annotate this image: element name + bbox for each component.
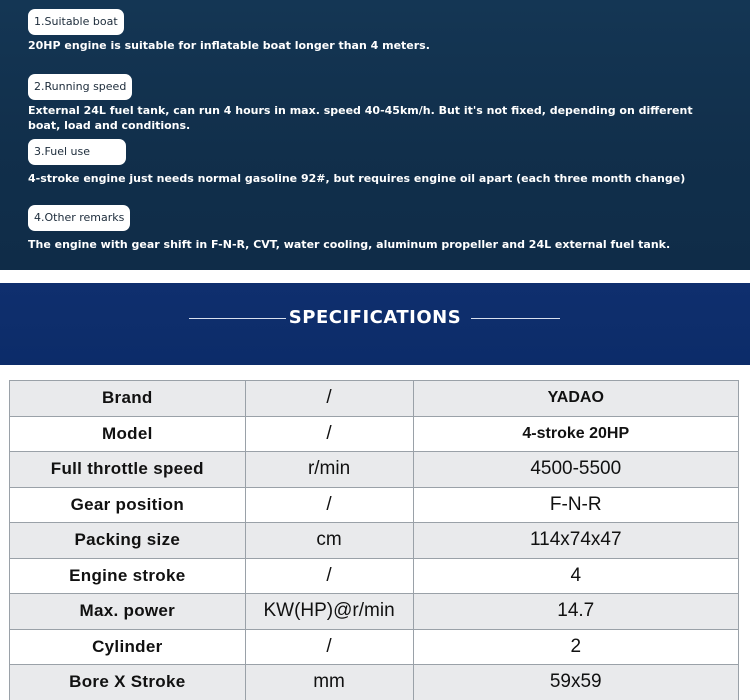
spec-unit-cell: mm (245, 665, 413, 700)
spec-name-cell: Packing size (10, 523, 246, 559)
spec-name-cell: Gear position (10, 487, 246, 523)
fuel-use-text: 4-stroke engine just needs normal gasoline 92#, but requires engine oil apart (each three month change) (28, 172, 686, 185)
spec-unit-cell: / (245, 381, 413, 417)
specifications-banner (0, 283, 750, 365)
spec-unit-cell: / (245, 416, 413, 452)
spec-value-cell: 4-stroke 20HP (413, 416, 738, 452)
spec-unit-cell: / (245, 629, 413, 665)
spec-value-cell: 14.7 (413, 594, 738, 630)
spec-unit-cell: / (245, 558, 413, 594)
spec-value-cell: F-N-R (413, 487, 738, 523)
title-rule-right (471, 318, 560, 319)
spec-value-cell: YADAO (413, 381, 738, 417)
specifications-title: SPECIFICATIONS (288, 307, 462, 328)
spec-value-cell: 4 (413, 558, 738, 594)
table-row (10, 594, 739, 630)
spec-name-cell: Bore X Stroke (10, 665, 246, 700)
fuel-use-badge: 3.Fuel use (28, 139, 126, 165)
spec-value-cell: 4500-5500 (413, 452, 738, 488)
running-speed-badge: 2.Running speed (28, 74, 132, 100)
table-row (10, 523, 739, 559)
spec-unit-cell: KW(HP)@r/min (245, 594, 413, 630)
table-row (10, 558, 739, 594)
table-row (10, 629, 739, 665)
table-row (10, 452, 739, 488)
spec-value-cell: 114x74x47 (413, 523, 738, 559)
other-remarks-badge: 4.Other remarks (28, 205, 130, 231)
spec-name-cell: Model (10, 416, 246, 452)
specifications-table (9, 380, 739, 700)
suitable-boat-text: 20HP engine is suitable for inflatable boat longer than 4 meters. (28, 39, 430, 52)
table-row (10, 665, 739, 700)
separator-band (0, 270, 750, 283)
spec-name-cell: Cylinder (10, 629, 246, 665)
spec-name-cell: Brand (10, 381, 246, 417)
suitable-boat-badge: 1.Suitable boat (28, 9, 124, 35)
spec-name-cell: Full throttle speed (10, 452, 246, 488)
spec-value-cell: 2 (413, 629, 738, 665)
info-panel (0, 0, 750, 270)
table-row (10, 416, 739, 452)
other-remarks-text: The engine with gear shift in F-N-R, CVT, water cooling, aluminum propeller and 24L external fuel tank. (28, 238, 671, 251)
spec-unit-cell: / (245, 487, 413, 523)
spec-unit-cell: r/min (245, 452, 413, 488)
table-row (10, 381, 739, 417)
running-speed-text: External 24L fuel tank, can run 4 hours in max. speed 40-45km/h. But it's not fixed, depending on different boat, load and conditions. (28, 104, 693, 132)
spec-unit-cell: cm (245, 523, 413, 559)
table-row (10, 487, 739, 523)
spec-value-cell: 59x59 (413, 665, 738, 700)
spec-name-cell: Max. power (10, 594, 246, 630)
spec-name-cell: Engine stroke (10, 558, 246, 594)
